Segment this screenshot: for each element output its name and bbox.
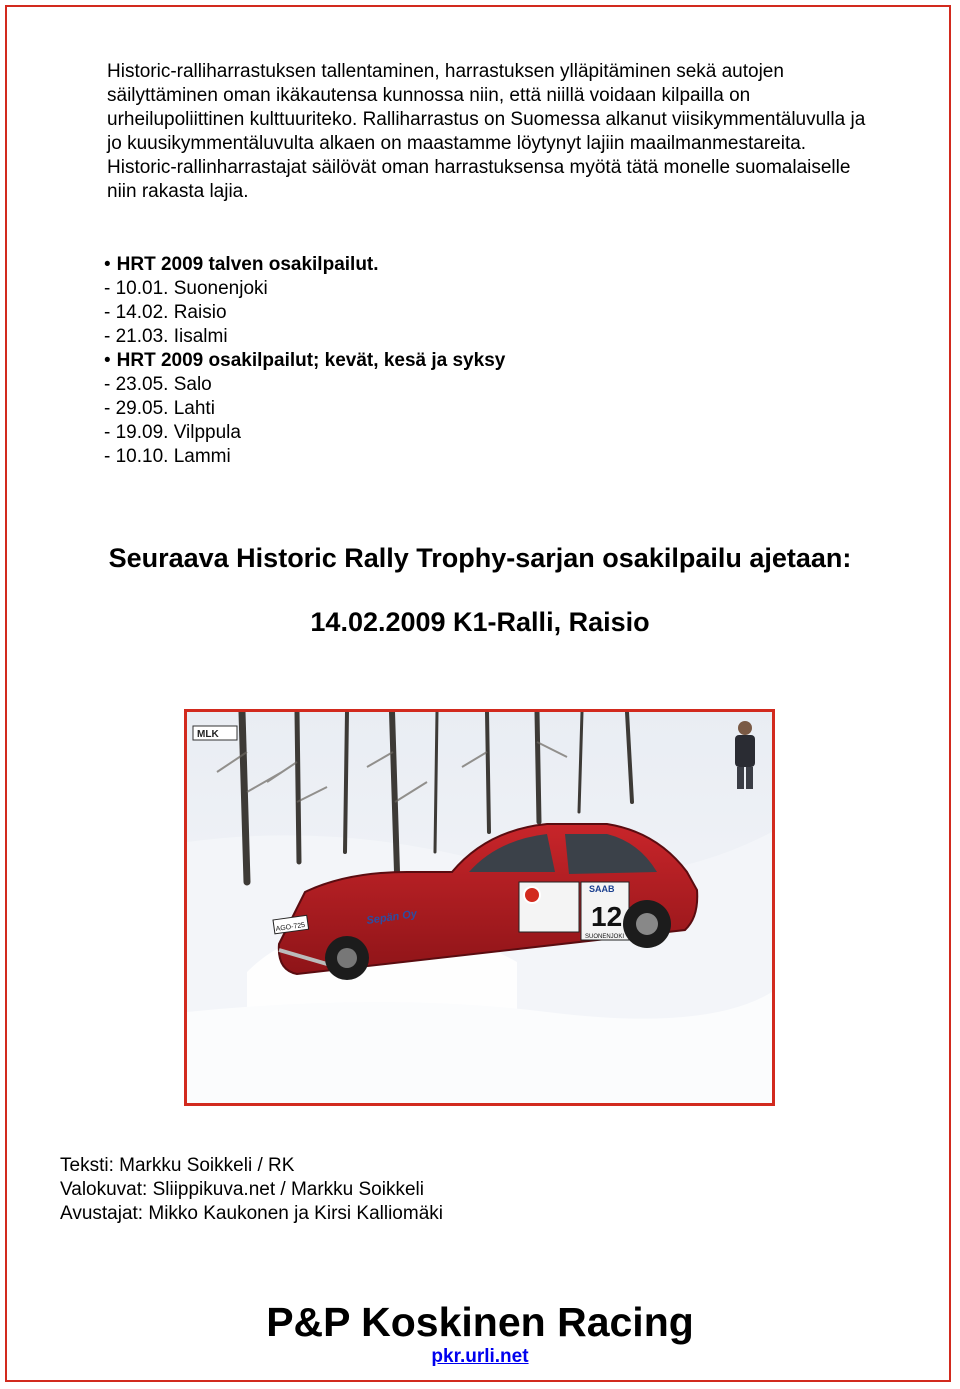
website <box>0 1345 960 1369</box>
event-item: - 14.02. Raisio <box>104 302 227 323</box>
season-heading-text: HRT 2009 osakilpailut; kevät, kesä ja syksy <box>116 350 506 371</box>
credit-assistants: Avustajat: Mikko Kaukonen ja Kirsi Kalliomäki <box>60 1203 443 1224</box>
event-item: - 23.05. Salo <box>104 374 212 395</box>
intro-text <box>107 60 877 204</box>
winter-heading <box>104 253 505 277</box>
event-item: - 10.01. Suonenjoki <box>104 278 268 299</box>
next-event-title: Seuraava Historic Rally Trophy-sarjan osakilpailu ajetaan: <box>108 543 852 573</box>
next-event-date: 14.02.2009 K1-Ralli, Raisio <box>310 607 650 637</box>
race-schedule <box>104 253 505 469</box>
road-sign-text: MLK <box>197 729 219 740</box>
event-item: - 21.03. Iisalmi <box>104 326 228 347</box>
bullet-icon: • <box>104 350 111 371</box>
intro-paragraph-2: Historic-rallinharrastajat säilövät oman harrastuksensa myötä tätä monelle suomalaiselle niin rakasta lajia. <box>107 157 851 202</box>
credit-photos: Valokuvat: Sliippikuva.net / Markku Soikkeli <box>60 1179 424 1200</box>
event-item: - 29.05. Lahti <box>104 398 215 419</box>
brand-name: P&P Koskinen Racing <box>266 1299 694 1345</box>
sponsor-text: Sepän Oy <box>365 908 418 927</box>
season-heading <box>104 349 505 373</box>
door-panel-text: SUONENJOKI <box>585 934 625 940</box>
car-number-text: 12 <box>591 901 623 932</box>
credits <box>60 1154 443 1226</box>
winter-heading-text: HRT 2009 talven osakilpailut. <box>116 254 379 275</box>
intro-paragraph-1: Historic-ralliharrastuksen tallentaminen, harrastuksen ylläpitäminen sekä autojen säilyttäminen oman ikäkautensa kunnossa niin, että niillä voidaan kilpailla on urheilupoliittinen kulttuuriteko. Ralliharrastus on Suomessa alkanut viisikymmentäluvulla ja jo kuusikymmentäluvulta alkaen on maastamme löytynyt lajiin maailmanmestareita. <box>107 61 866 154</box>
door-brand-text: SAAB <box>589 884 615 894</box>
event-item: - 19.09. Vilppula <box>104 422 241 443</box>
bullet-icon: • <box>104 254 111 275</box>
license-plate-text: AGO-725 <box>275 921 306 933</box>
website-link[interactable]: pkr.urli.net <box>431 1346 529 1367</box>
rally-car-photo <box>184 709 775 1106</box>
credit-text-author: Teksti: Markku Soikkeli / RK <box>60 1155 295 1176</box>
rally-car-illustration <box>187 712 772 1103</box>
event-item: - 10.10. Lammi <box>104 446 231 467</box>
